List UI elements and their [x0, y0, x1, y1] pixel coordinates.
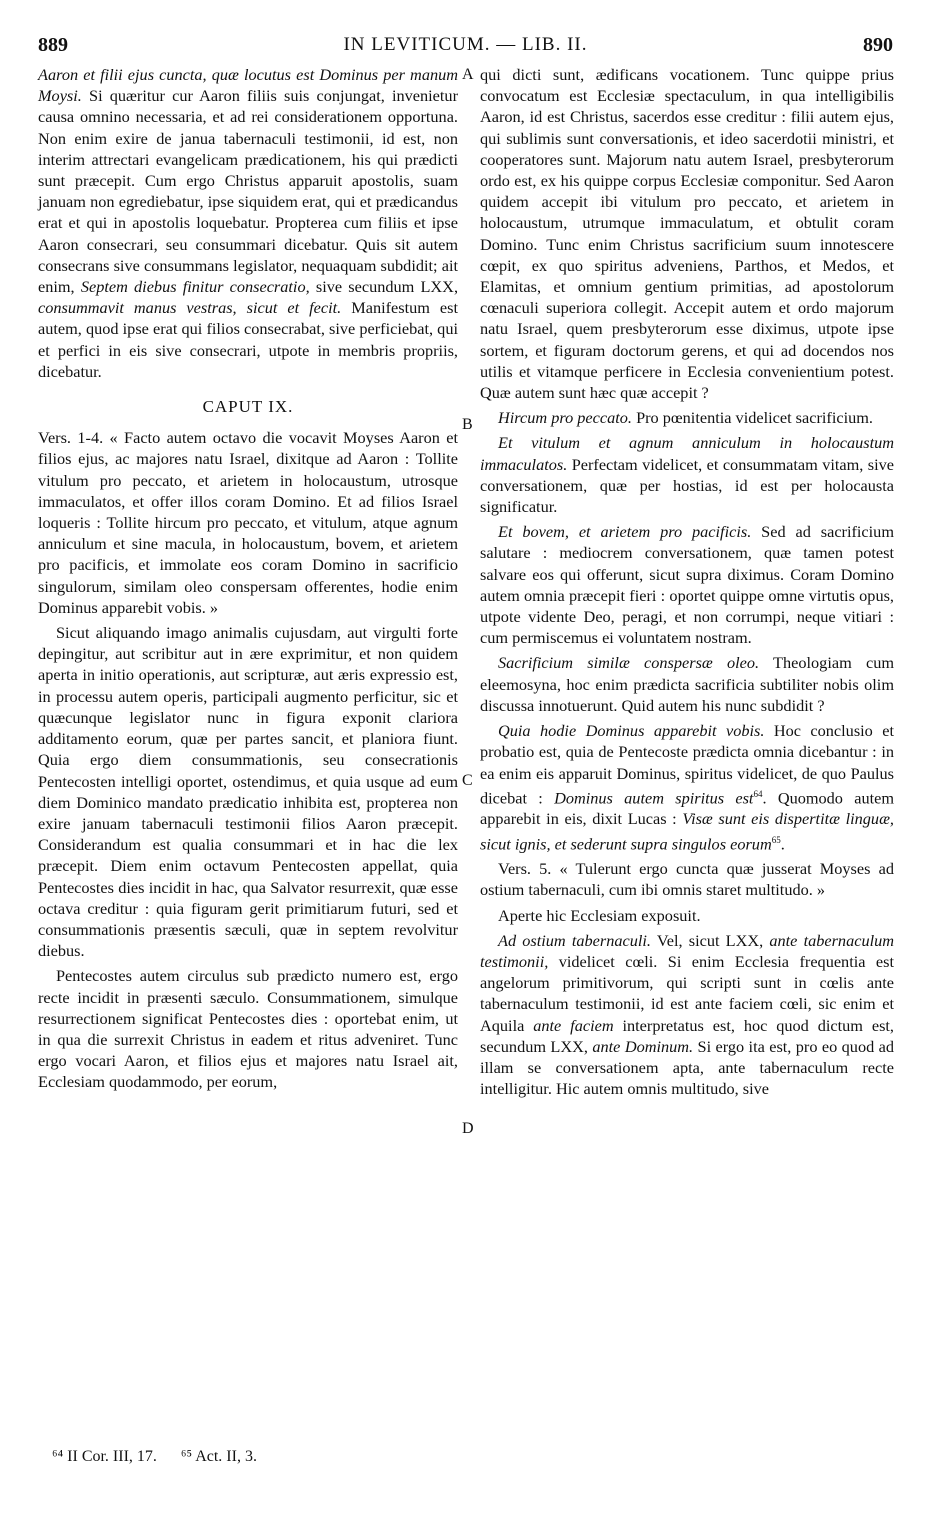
margin-marker-b: B	[462, 416, 473, 433]
page-header	[38, 34, 893, 60]
quotation: Ad ostium tabernaculi.	[498, 930, 651, 950]
paragraph	[480, 521, 894, 648]
text: Si ergo ita est, pro eo quod ad illam se conversationem apta, ante tabernaculum recte intelligitur. Hic autem omnis multitudo, sive	[480, 1036, 895, 1099]
quotation: ante Dominum.	[592, 1036, 694, 1056]
quotation: Aaron et filii ejus cuncta, quæ locutus est Dominus per manum Moysi.	[38, 65, 458, 106]
margin-marker-c: C	[462, 772, 473, 789]
quotation: Quia hodie Dominus apparebit vobis.	[498, 721, 765, 741]
quotation: Septem diebus finitur consecratio,	[80, 277, 310, 297]
chapter-heading: CAPUT IX.	[202, 397, 294, 417]
running-title: IN LEVITICUM. — LIB. II.	[343, 34, 588, 55]
quotation: Hircum pro peccato.	[498, 408, 632, 428]
quotation: Et bovem, et arietem pro pacificis.	[498, 522, 752, 542]
quotation: Dominus autem spiritus est	[554, 788, 754, 808]
text: .	[780, 833, 785, 853]
page-number-right: 890	[863, 34, 893, 56]
text: Perfectam videlicet, et consummatam vitam, sive conversationem, quæ per hostias, id est per holocausta significatur.	[480, 454, 894, 517]
quotation: ante faciem	[533, 1015, 614, 1035]
left-column	[38, 64, 458, 1097]
footnote-ref: 64	[753, 788, 763, 799]
text: Theologiam cum eleemosyna, hoc enim prædicta sacrificia subtiliter nobis olim discussa innotuerunt. Quid autem his nunc subdidit ?	[480, 653, 894, 715]
text: sive secundum LXX,	[309, 277, 459, 297]
paragraph	[480, 652, 894, 716]
verse-paragraph: Vers. 1-4. « Facto autem octavo die vocavit Moyses Aaron et filios ejus, ac majores natu Israel, dixitque ad Aaron : Tollite vitulum pro peccato, et arietem in holocaustum, utrosque immaculatos, et offer illos coram Domino. Et ad filios Israel loqueris : Tollite hircum pro peccato, et vitulum, atque agnum anniculum et sine macula, in holocaustum, bovem, et arietem pro pacificis, et immolate eos coram Domino in sacrificio singulorum, similam oleo conspersam offerentes, hodie enim Dominus apparebit vobis. »	[38, 428, 458, 617]
paragraph	[480, 407, 894, 428]
footnote-64: ⁶⁴ II Cor. III, 17.	[52, 1448, 157, 1465]
paragraph: Aperte hic Ecclesiam exposuit.	[498, 905, 701, 925]
quotation: Visæ sunt eis dispertitæ linguæ, sicut ignis, et sederunt supra singulos eorum	[480, 809, 894, 853]
margin-marker-d: D	[462, 1120, 474, 1137]
quotation: ante tabernaculum testimonii,	[480, 930, 895, 971]
paragraph: Sicut aliquando imago animalis cujusdam, aut virgulti forte depingitur, aut scribitur aut in ære exprimitur, et non quidem aperta in initio operationis, aut scripturæ, aut æris expressio est, in processu autem operis, participali augmento perficitur, sic et quæcunque legislator nunc in figura exponit clariora additamento eorum, quæ per partes sancit, et planiora fiunt. Quia ergo diem consummationis, seu consecrationis Pentecosten intelligi oportet, ostendimus, et quia usque ad eum diem Dominico mandato prædicatio inhibita est, propterea non exire januam tabernaculi testimonii filios Aaron præcepit. Considerandum est qualia consummari et in hac die lex præcepit. Diem enim octavum Pentecosten appellat, quia Pentecostes dies incidit in hac, qua Salvator resurrexit, quæ esse octava creditur : quia figuram gerit primitiarum futuri, sed et consummationis præsentis sæculi, quæ in septem revolvitur diebus.	[38, 623, 458, 961]
right-column	[480, 64, 894, 1103]
text: interpretatus est, hoc quod dictum est, secundum LXX,	[480, 1015, 895, 1056]
paragraph: Pentecostes autem circulus sub prædicto numero est, ergo recte incidit in præsenti sæculo. Consummationem, simulque resurrectionem significat Pentecostes dies : oportebat enim, ut in qua die surrexit Christus in eadem et ritus adveniret. Tunc ergo vocari Aaron, et filios ejus et majores natu Israel ait, Ecclesiam quodammodo, per eorum,	[38, 966, 458, 1092]
quotation: Et vitulum et agnum anniculum in holocaustum immaculatos.	[480, 433, 894, 474]
text: videlicet cœli. Si enim Ecclesia frequentia est angelorum primitivorum, qui scripti sunt in cœlis ante tabernaculum testimonii, id est ante faciem cœli, sic enim et Aquila	[480, 951, 894, 1035]
footnotes	[52, 1448, 277, 1466]
paragraph: qui dicti sunt, ædificans vocationem. Tunc quippe prius convocatum est Ecclesiæ spectaculum, in qua intelligibilis Aaron, id est Christus, sacerdos esse creditur : filii autem ejus, qui sublimis sunt conversationis, et ideo sacerdotii ministri, et cooperatores sunt. Majorum natu autem Israel, presbyterorum ordo est, ex his quippe corpus Ecclesiæ componitur. Sed Aaron quidem accepit ibi vitulum pro peccato, et arietem in holocaustum, utrumque immaculatum, et obtulit coram Domino. Tunc enim Christus sacrificium suum innotescere cœpit, ex quo spiritus adveniens, Parthos, et Medos, et Elamitas, et omnium gentium primitias, ad apostolorum cœnaculi superiora collegit. Accepit autem et ordo majorum natu Israel, quem presbyterorum esse diximus, utpote ipse sortem, et figuram doctorum gerens, et qui ad docendos nos utilis et vitamque perficere in Ecclesia convenientium potest. Quæ autem sunt hæc quæ accepit ?	[480, 65, 894, 403]
text: Manifestum est autem, quod ipse erat qui filios consecrabat, sive perficiebat, qui et perfici in eis sive consecrari, utpote in membris propriis, dicebatur.	[38, 298, 459, 381]
margin-marker-a: A	[462, 66, 474, 83]
quotation: consummavit manus vestras, sicut et fecit.	[38, 298, 342, 318]
quotation: Sacrificium similæ conspersæ oleo.	[498, 653, 760, 673]
text: Vel, sicut LXX,	[650, 930, 770, 950]
footnote-65: ⁶⁵ Act. II, 3.	[180, 1448, 257, 1465]
paragraph	[480, 930, 894, 1100]
text: Hoc conclusio et probatio est, quia de Pentecoste prædicta omnia dicebantur : in ea enim eis apparuit Dominus, spiritus videlicet, de quo Paulus dicebat :	[480, 721, 894, 808]
paragraph	[480, 720, 894, 854]
footnote-ref: 65	[771, 834, 781, 845]
paragraph	[38, 64, 458, 382]
page-number-left: 889	[38, 34, 68, 56]
text: . Quomodo autem apparebit in eis, dixit Lucas :	[480, 788, 895, 829]
text: Pro pœnitentia videlicet sacrificium.	[632, 408, 873, 428]
paragraph	[480, 432, 894, 517]
verse-paragraph: Vers. 5. « Tulerunt ergo cuncta quæ jusserat Moyses ad ostium tabernaculi, cum ibi omnis staret multitudo. »	[480, 859, 894, 900]
text: Si quæritur cur Aaron filiis suis conjungat, invenietur causa omnino necessaria, et ad rei considerationem opportuna. Non enim exire de janua tabernaculi testimonii, id est, non interim attrectari evangelicam prædicationem, his qui prædicti sunt præcepit. Cum ergo Christus apparuit apostolis, suam januam non egrediebatur, ipse siquidem erat, qui et prædicandus erat et qui in apostolis loquebatur. Propterea cum filiis et ipse Aaron consecrari, seu consummari dicebatur. Quis sit autem consecrans sive consummans legislator, nequaquam subdidit; ait enim,	[38, 86, 458, 297]
text: Sed ad sacrificium salutare : mediocrem conversationem, quæ tamen potest salvare eos qui offerunt, sicut supra diximus. Coram Domino autem omnia præcepit fieri : oportet quippe omne virtutis opus, utpote vidente Deo, peragi, et non corrumpi, neque vitiari : cum permiscemus ei voluntatem nostram.	[480, 522, 894, 648]
